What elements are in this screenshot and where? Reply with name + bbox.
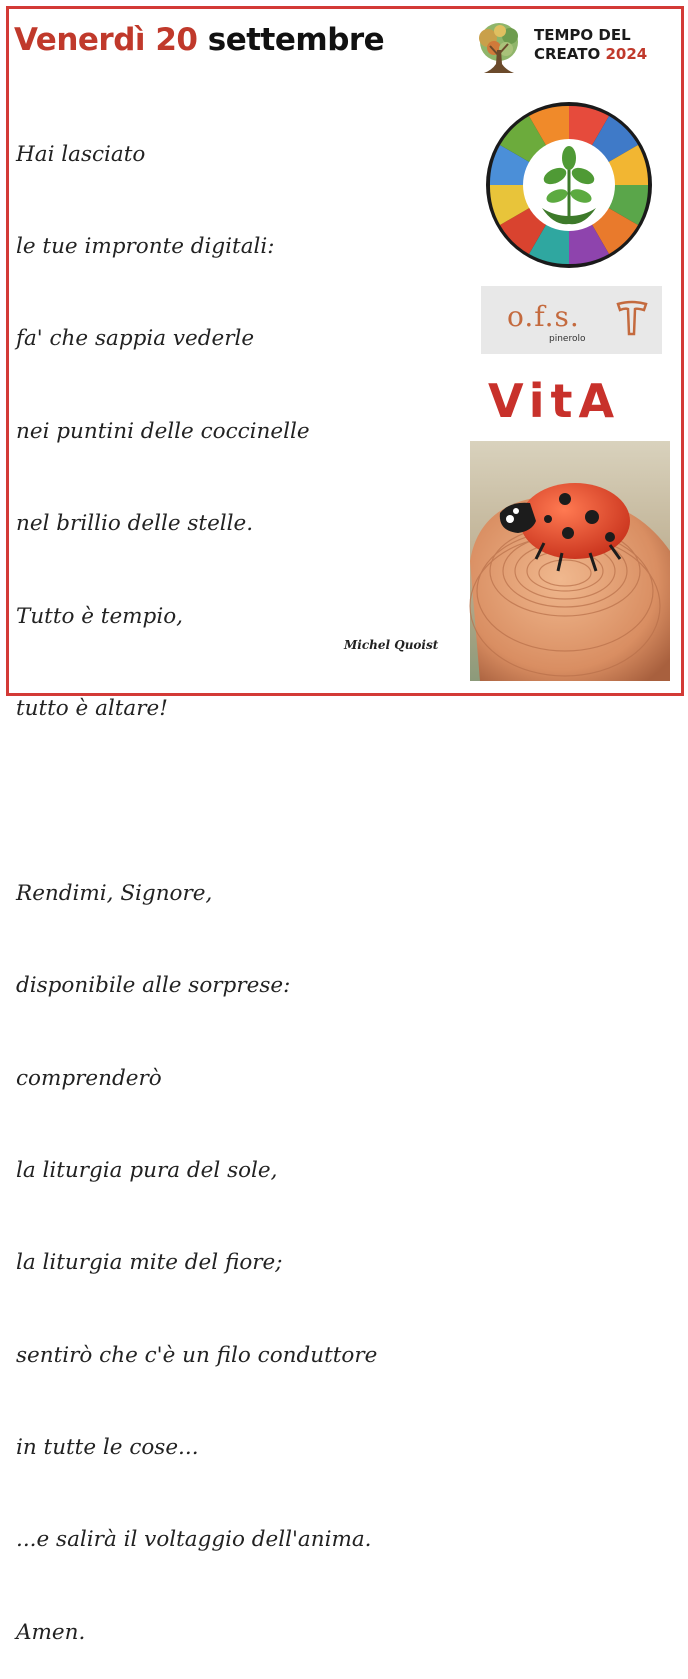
poem-line: sentirò che c'è un filo conduttore <box>16 1342 378 1368</box>
vita-logo-text: VitA <box>488 374 621 428</box>
poem-line: nei puntini delle coccinelle <box>16 418 310 444</box>
poem-line: Hai lasciato <box>16 141 146 167</box>
poem-line: Rendimi, Signore, <box>16 880 213 906</box>
ladybug-icon <box>470 441 670 681</box>
tau-cross-icon <box>615 298 649 338</box>
ofs-pinerolo-logo <box>481 286 662 354</box>
title-month: settembre <box>207 22 385 58</box>
poem-text <box>16 78 377 1679</box>
poem-line: disponibile alle sorprese: <box>16 973 291 999</box>
poem-line: in tutte le cose... <box>16 1435 199 1461</box>
hands-plant-icon <box>484 100 654 270</box>
poem-line <box>16 786 377 817</box>
poem-line: Amen. <box>16 1619 86 1645</box>
ladybug-photo <box>470 441 670 681</box>
vita-logo <box>488 374 654 428</box>
poem-line: le tue impronte digitali: <box>16 233 275 259</box>
ofs-logo-text: o.f.s. <box>507 300 580 333</box>
tempo-year: 2024 <box>605 45 648 63</box>
page-title <box>14 22 384 58</box>
hands-circle-emblem <box>484 100 654 274</box>
poem-line: nel brillio delle stelle. <box>16 511 254 537</box>
poem-line: comprenderò <box>16 1065 162 1091</box>
poem-line: tutto è altare! <box>16 695 168 721</box>
tempo-line1: TEMPO DEL <box>534 26 631 44</box>
poem-line: fa' che sappia vederle <box>16 326 255 352</box>
tempo-line2: CREATO <box>534 45 601 63</box>
poem-line: la liturgia pura del sole, <box>16 1157 278 1183</box>
poem-author: Michel Quoist <box>344 638 439 652</box>
tempo-logo-text <box>534 26 647 64</box>
tempo-del-creato-logo <box>468 18 673 80</box>
title-day: Venerdì 20 <box>14 22 198 58</box>
tree-icon <box>470 20 528 78</box>
poem-line: Tutto è tempio, <box>16 603 183 629</box>
poem-line: la liturgia mite del fiore; <box>16 1250 283 1276</box>
poem-line: ...e salirà il voltaggio dell'anima. <box>16 1527 372 1553</box>
ofs-logo-subtext: pinerolo <box>549 334 586 344</box>
